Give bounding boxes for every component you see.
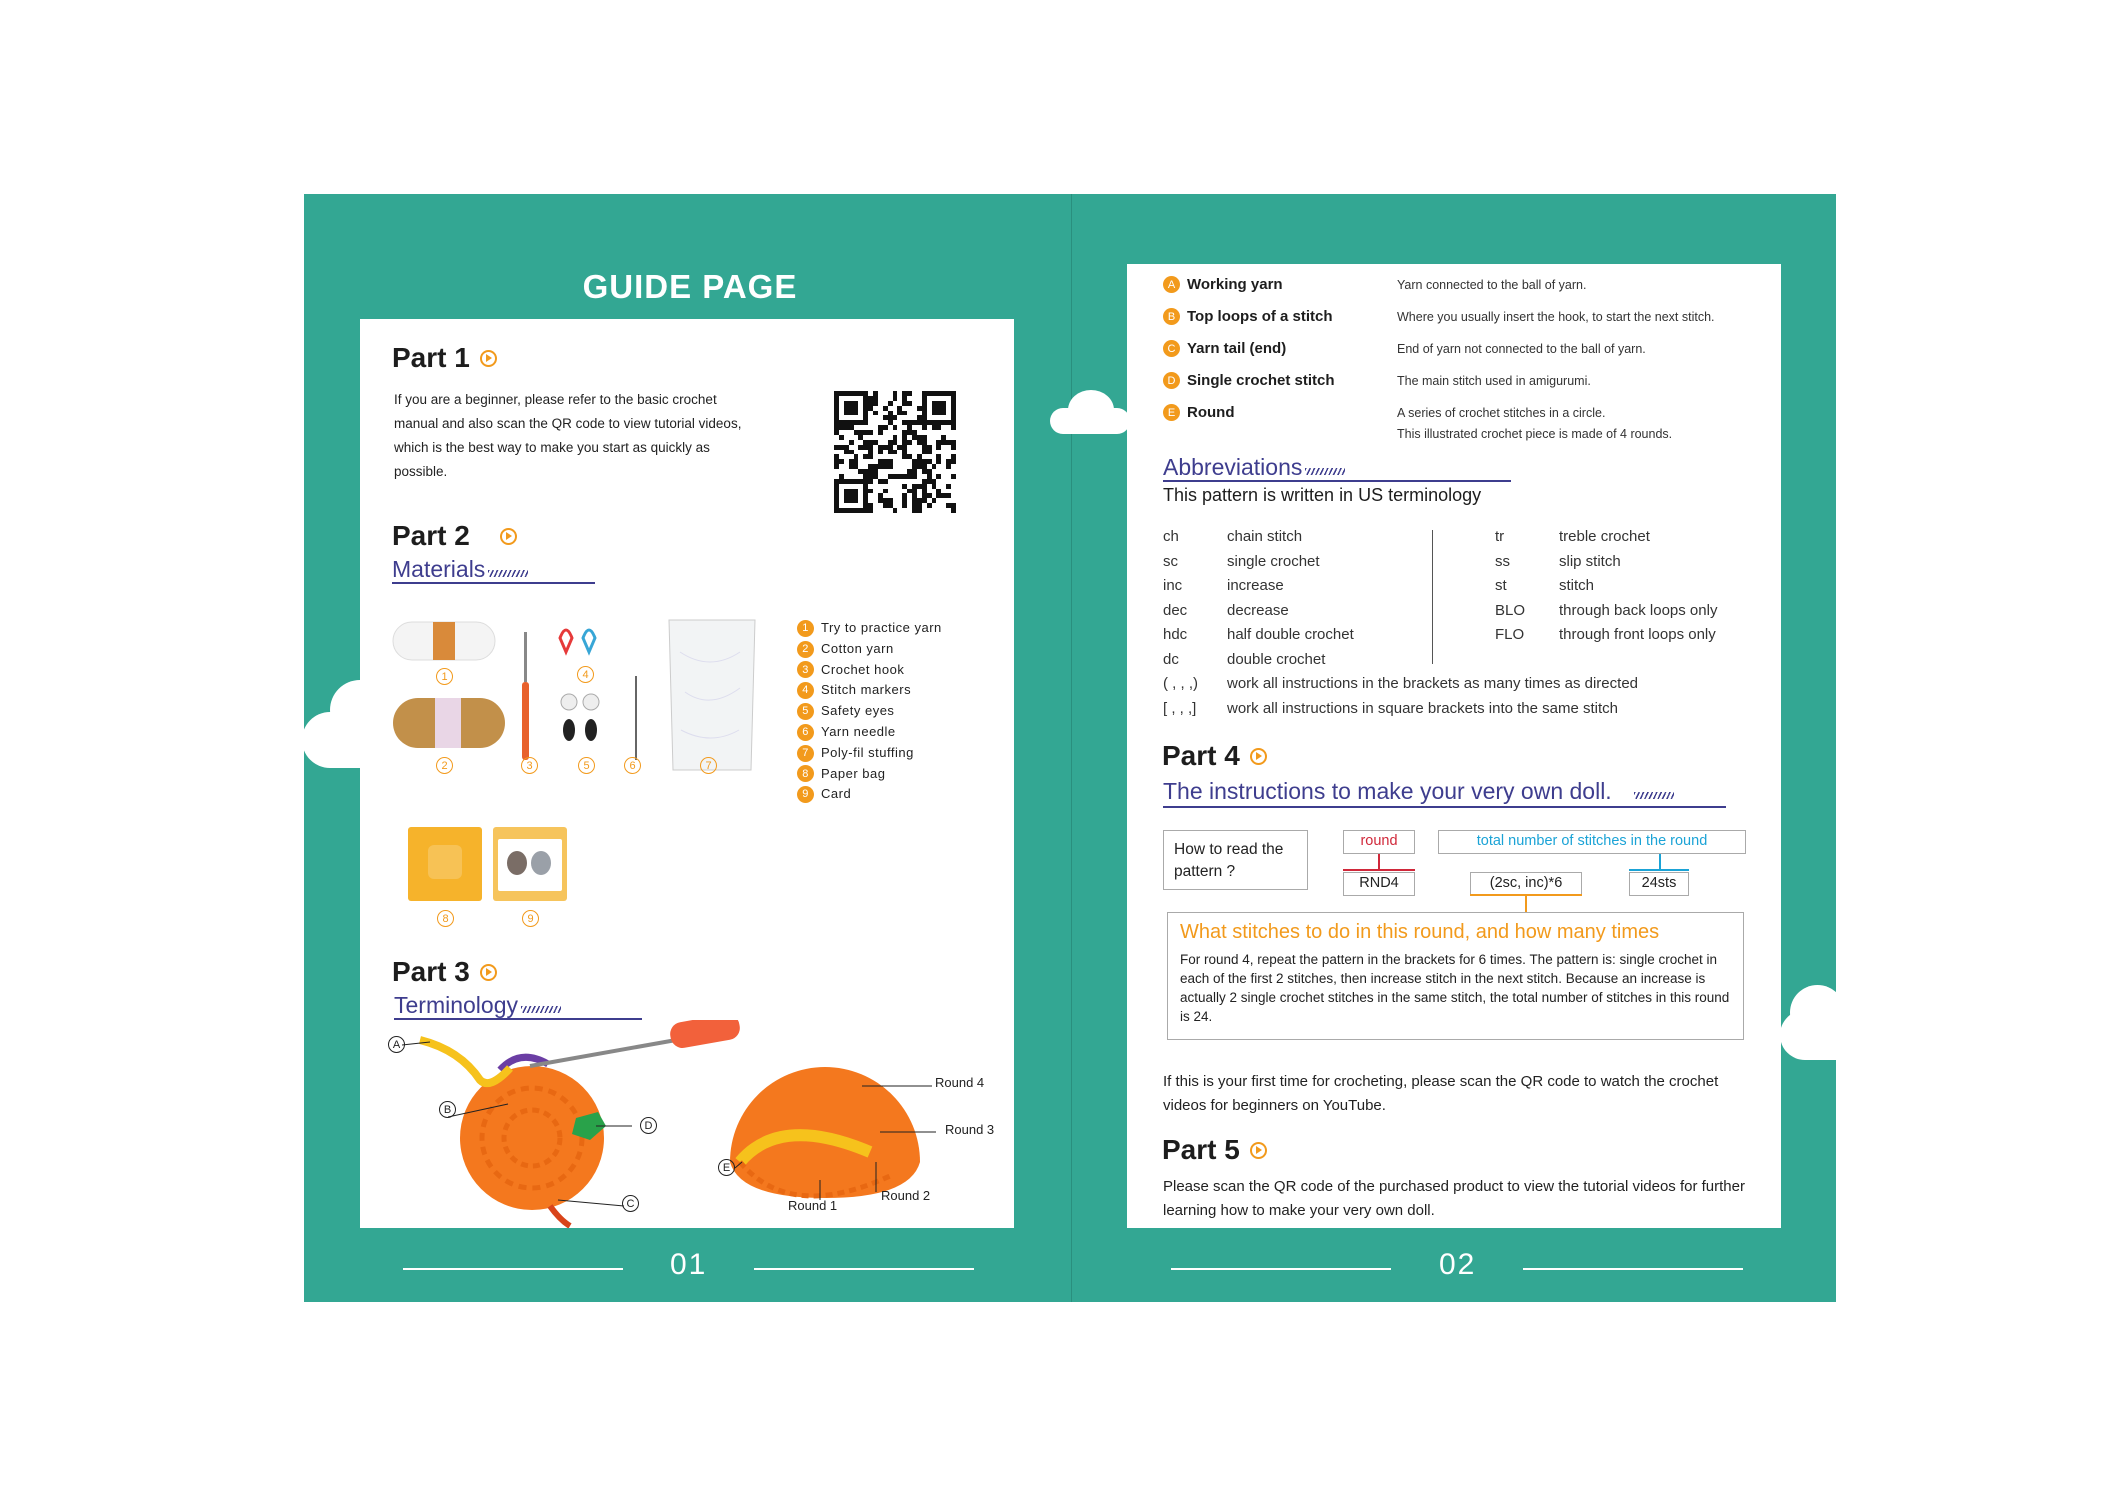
part5-heading: [1162, 1134, 1267, 1166]
abbr-key: ( , , ,): [1163, 675, 1198, 692]
list-item: [797, 743, 942, 764]
term-desc: Yarn connected to the ball of yarn.: [1397, 277, 1587, 292]
round-1-label: Round 1: [788, 1198, 838, 1213]
paper-bag-image: [408, 827, 482, 901]
page-number-left: 01: [670, 1248, 708, 1281]
term-row: [1163, 372, 1591, 389]
number-badge: 9: [797, 786, 814, 803]
number-badge: 1: [797, 620, 814, 637]
number-badge: 7: [797, 745, 814, 762]
page-fold: [1071, 194, 1072, 1302]
abbr-value: through back loops only: [1559, 601, 1718, 619]
materials-underline: [392, 582, 595, 584]
term-name: Top loops of a stitch: [1187, 308, 1333, 325]
page-number-right: 02: [1439, 1248, 1477, 1281]
abbr-key: [ , , ,]: [1163, 699, 1197, 717]
footer-line: [1523, 1268, 1743, 1270]
abbr-key: BLO: [1495, 601, 1526, 619]
abbr-key: dc: [1163, 650, 1179, 668]
material-label: Cotton yarn: [821, 640, 894, 656]
abbr-key: ss: [1495, 552, 1510, 570]
list-item: [1163, 697, 1638, 722]
abbr-value: treble crochet: [1559, 528, 1650, 545]
term-row: [1163, 340, 1646, 357]
abbr-key: dec: [1163, 601, 1188, 619]
arrow-circle-icon: [1250, 748, 1267, 765]
connector: [1343, 869, 1415, 871]
photo-number-4: 4: [577, 666, 594, 683]
list-item: [1495, 574, 1717, 599]
abbr-value: decrease: [1227, 601, 1289, 619]
number-badge: 4: [797, 682, 814, 699]
abbr-key: sc: [1163, 552, 1178, 570]
part4-heading: [1162, 740, 1267, 772]
material-label: Card: [821, 786, 852, 802]
materials-list: [797, 618, 942, 805]
what-stitches-text: For round 4, repeat the pattern in the brackets for 6 times. The pattern is: single crochet in each of the first 2 stitches, then increase stitch in the next stitch. Because an increase is actually 2 single crochet stitches in the same stitch, the total number of stitches in this round is 24.: [1180, 952, 1730, 1024]
materials-subheading-text: Materials: [392, 556, 486, 582]
callout-e: E: [718, 1159, 735, 1176]
list-item: [1495, 599, 1717, 624]
abbr-key: FLO: [1495, 626, 1525, 643]
material-label: Crochet hook: [821, 661, 905, 677]
photo-number-9: 9: [522, 910, 539, 927]
round-3-label: Round 3: [945, 1122, 995, 1137]
sts-value: 24sts: [1641, 875, 1677, 891]
material-label: Paper bag: [821, 765, 886, 781]
letter-badge: C: [1163, 340, 1180, 357]
total-label-box: [1438, 830, 1746, 854]
part1-heading-text: Part 1: [392, 342, 470, 373]
part4-subheading: [1163, 778, 1674, 805]
us-terminology-note: This pattern is written in US terminology: [1163, 485, 1482, 505]
hatch-decoration: [488, 570, 528, 577]
number-badge: 6: [797, 724, 814, 741]
arrow-circle-icon: [500, 528, 517, 545]
part2-heading-text: Part 2: [392, 520, 470, 551]
list-item: [797, 722, 942, 743]
footer-line: [754, 1268, 974, 1270]
term-row: [1163, 308, 1715, 325]
material-label: Safety eyes: [821, 703, 895, 719]
term-name: Yarn tail (end): [1187, 340, 1287, 357]
term-row: [1163, 404, 1605, 421]
photo-number-7: 7: [700, 757, 717, 774]
list-item: [797, 660, 942, 681]
abbreviations-underline: [1163, 480, 1511, 482]
how-to-read-box: How to read the pattern ?: [1163, 830, 1308, 890]
connector: [1378, 854, 1380, 870]
terminology-subheading-text: Terminology: [394, 992, 518, 1018]
term-name: Working yarn: [1187, 276, 1283, 293]
photo-number-1: 1: [436, 668, 453, 685]
abbr-key: tr: [1495, 528, 1505, 545]
part1-heading: [392, 342, 497, 374]
part2-heading: [392, 520, 517, 552]
list-item: [1495, 525, 1717, 550]
number-badge: 8: [797, 765, 814, 782]
part3-heading: [392, 956, 497, 988]
round-label-box: [1343, 830, 1415, 854]
letter-badge: D: [1163, 372, 1180, 389]
abbr-key: inc: [1163, 577, 1183, 594]
term-desc: Where you usually insert the hook, to start the next stitch.: [1397, 309, 1715, 324]
hatch-decoration: [1634, 792, 1674, 799]
connector: [1525, 896, 1527, 912]
what-stitches-heading: What stitches to do in this round, and how many times: [1180, 921, 1660, 943]
callout-a: A: [388, 1036, 405, 1053]
list-item: [797, 764, 942, 785]
pattern-box: [1470, 872, 1582, 896]
cloud-center-puff: [1068, 390, 1114, 430]
sts-box: [1629, 872, 1689, 896]
list-item: [797, 701, 942, 722]
photo-number-8: 8: [437, 910, 454, 927]
list-item: [797, 784, 942, 805]
what-stitches-box: [1167, 912, 1744, 1040]
arrow-circle-icon: [1250, 1142, 1267, 1159]
term-desc: A series of crochet stitches in a circle.: [1397, 405, 1606, 420]
pattern-value: (2sc, inc)*6: [1489, 875, 1563, 891]
term-desc: End of yarn not connected to the ball of yarn.: [1397, 341, 1646, 356]
photo-number-3: 3: [521, 757, 538, 774]
abbr-value: increase: [1227, 577, 1284, 594]
photo-number-6: 6: [624, 757, 641, 774]
list-item: [1495, 550, 1717, 575]
abbr-key: st: [1495, 577, 1507, 594]
abbr-key: hdc: [1163, 626, 1188, 643]
footer-line: [1171, 1268, 1391, 1270]
hatch-decoration: [1305, 468, 1345, 475]
part4-underline: [1163, 806, 1726, 808]
hatch-decoration: [521, 1006, 561, 1013]
abbr-value: single crochet: [1227, 552, 1320, 570]
part4-heading-text: Part 4: [1162, 740, 1240, 771]
callout-b: B: [439, 1101, 456, 1118]
total-label: total number of stitches in the round: [1476, 833, 1708, 849]
footer-line: [403, 1268, 623, 1270]
card-image: [493, 827, 567, 901]
callout-d: D: [640, 1117, 657, 1134]
material-label: Stitch markers: [821, 682, 912, 698]
round-label: round: [1360, 833, 1398, 849]
part5-text: Please scan the QR code of the purchased product to view the tutorial videos for further learning how to make your very own doll.: [1163, 1178, 1745, 1219]
term-desc: The main stitch used in amigurumi.: [1397, 373, 1591, 388]
material-label: Poly-fil stuffing: [821, 744, 914, 760]
abbr-value: stitch: [1559, 577, 1595, 594]
list-item: [797, 639, 942, 660]
list-item: [797, 618, 942, 639]
materials-subheading: [392, 556, 528, 583]
connector: [1659, 854, 1661, 870]
abbr-value: through front loops only: [1559, 626, 1716, 643]
cloud-right-puff: [1790, 985, 1845, 1040]
part3-heading-text: Part 3: [392, 956, 470, 987]
term-name: Round: [1187, 404, 1235, 421]
qr-code-icon[interactable]: [834, 391, 956, 513]
letter-badge: A: [1163, 276, 1180, 293]
abbr-value: chain stitch: [1227, 528, 1303, 545]
list-item: [1495, 623, 1717, 648]
abbr-value: work all instructions in square brackets into the same stitch: [1227, 699, 1619, 717]
term-desc-2: This illustrated crochet piece is made of 4 rounds.: [1397, 427, 1673, 441]
round-2-label: Round 2: [881, 1188, 931, 1203]
abbreviations-heading: [1163, 454, 1345, 481]
part4-subheading-text: The instructions to make your very own doll.: [1163, 778, 1612, 804]
material-label: Try to practice yarn: [821, 620, 942, 635]
list-item: [1163, 648, 1638, 673]
abbr-value: work all instructions in the brackets as many times as directed: [1227, 675, 1638, 692]
part5-heading-text: Part 5: [1162, 1134, 1240, 1165]
connector: [1629, 869, 1689, 871]
abbr-value: slip stitch: [1559, 552, 1621, 570]
first-time-text: If this is your first time for crocheting, please scan the QR code to watch the crochet videos for beginners on YouTube.: [1163, 1073, 1719, 1114]
guide-page-title: GUIDE PAGE: [582, 268, 798, 305]
abbr-value: half double crochet: [1227, 626, 1354, 643]
rnd-value: RND4: [1359, 875, 1399, 891]
list-item: [797, 680, 942, 701]
arrow-circle-icon: [480, 350, 497, 367]
material-label: Yarn needle: [821, 723, 896, 739]
column-divider: [1432, 530, 1433, 664]
number-badge: 2: [797, 641, 814, 658]
abbreviations-heading-text: Abbreviations: [1163, 454, 1303, 480]
rnd-box: [1343, 872, 1415, 896]
photo-number-2: 2: [436, 757, 453, 774]
abbr-value: double crochet: [1227, 650, 1326, 668]
arrow-circle-icon: [480, 964, 497, 981]
round-4-label: Round 4: [935, 1075, 985, 1090]
number-badge: 5: [797, 703, 814, 720]
part1-text: If you are a beginner, please refer to the basic crochet manual and also scan the QR code to view tutorial videos, which is the best way to make you start as quickly as possible.: [394, 392, 742, 479]
letter-badge: E: [1163, 404, 1180, 421]
list-item: [1163, 672, 1638, 697]
photo-number-5: 5: [578, 757, 595, 774]
abbr-key: ch: [1163, 528, 1179, 545]
letter-badge: B: [1163, 308, 1180, 325]
number-badge: 3: [797, 661, 814, 678]
callout-c: C: [622, 1195, 639, 1212]
abbreviation-list-right: [1495, 525, 1717, 648]
term-name: Single crochet stitch: [1187, 372, 1335, 389]
term-row: [1163, 276, 1586, 293]
terminology-subheading: [394, 992, 561, 1019]
